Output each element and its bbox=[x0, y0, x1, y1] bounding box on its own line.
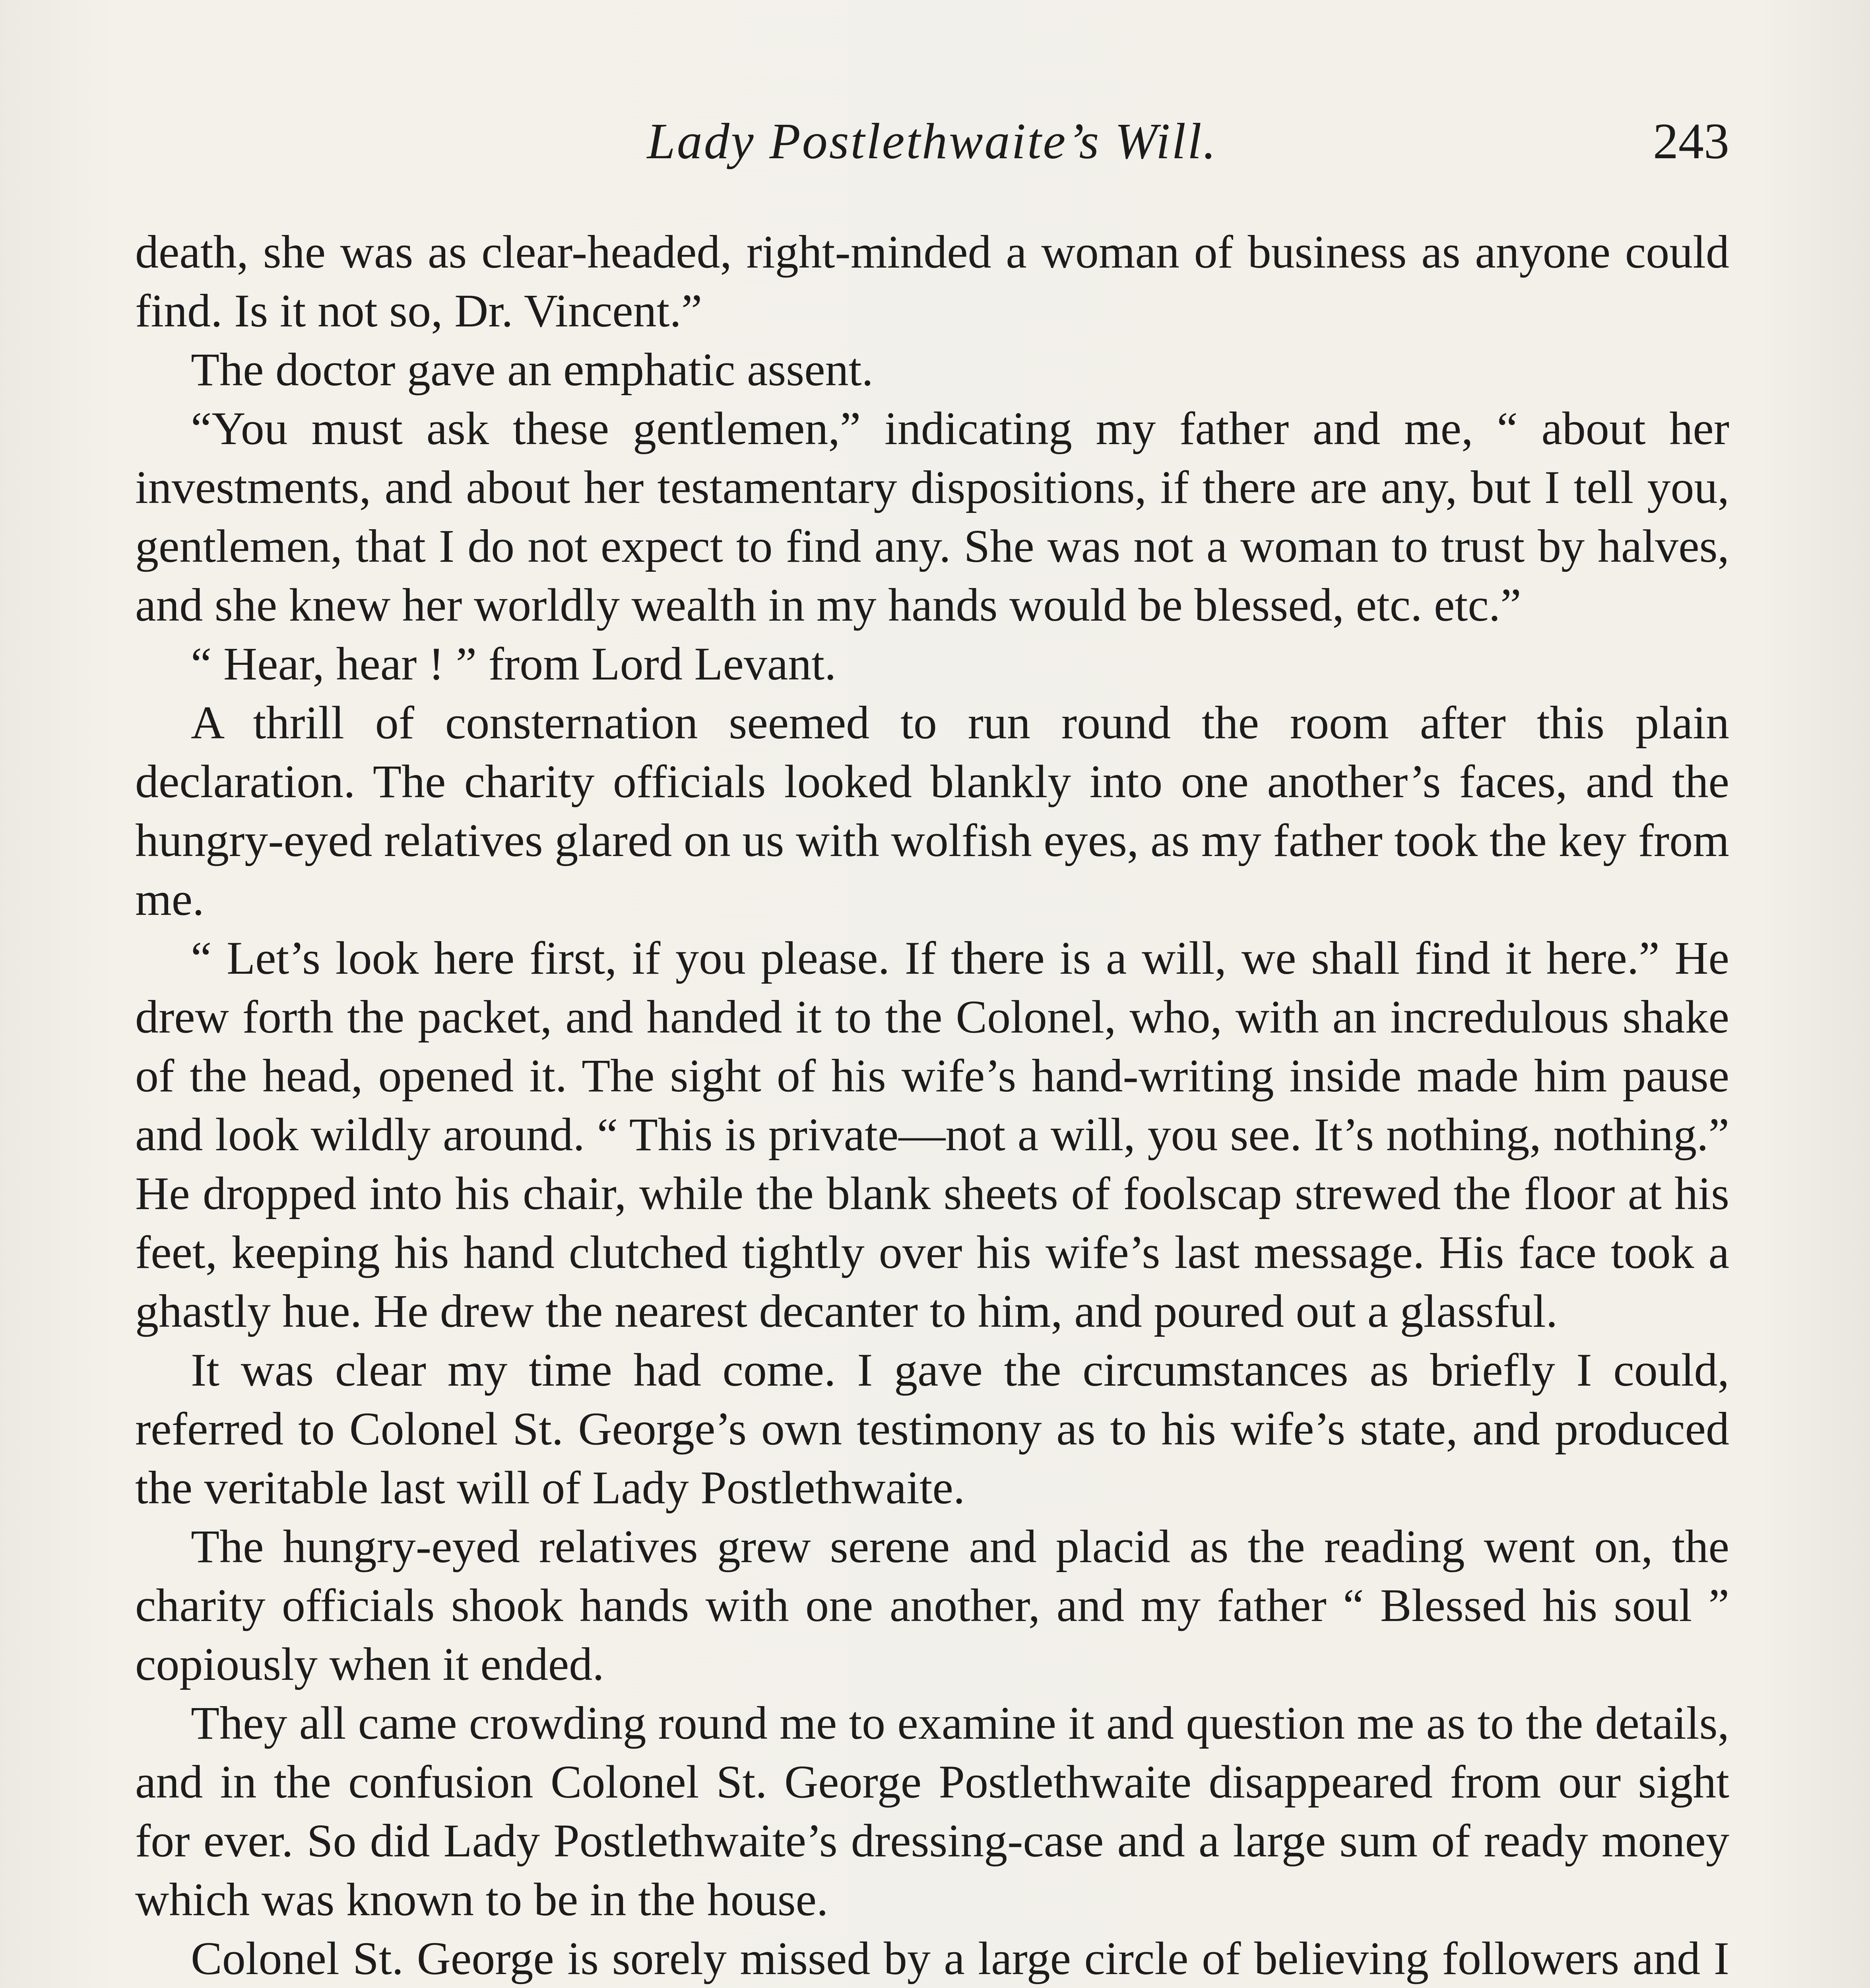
paragraph: It was clear my time had come. I gave the circumstances as briefly I could, referred to Colonel St. George’s own testimony as to his wife’s state, and produced the veritable last will of Lady Postlethwaite. bbox=[135, 1344, 1729, 1514]
page-header bbox=[135, 101, 1729, 181]
page-number: 243 bbox=[1653, 113, 1729, 169]
paragraph: The doctor gave an emphatic assent. bbox=[191, 344, 873, 396]
paragraph: “ Let’s look here first, if you please. If there is a will, we shall find it here.” He drew forth the packet, and handed it to the Colonel, who, with an incredulous shake of the head, opened it. The sight of his wife’s hand-writing inside made him pause and look wildly around. “ This is private—not a will, you see. It’s nothing, nothing.” He dropped into his chair, while the blank sheets of foolscap strewed the floor at his feet, keeping his hand clutched tightly over his wife’s last message. His face took a ghastly hue. He drew the nearest decanter to him, and poured out a glassful. bbox=[135, 932, 1729, 1337]
paragraph: “You must ask these gentlemen,” indicating my father and me, “ about her investments, and about her testamentary dispositions, if there are any, but I tell you, gentlemen, that I do not expect to find any. She was not a woman to trust by halves, and she knew her worldly wealth in my hands would be blessed, etc. etc.” bbox=[135, 402, 1729, 631]
running-title: Lady Postlethwaite’s Will. bbox=[647, 113, 1218, 169]
body-text bbox=[135, 223, 1729, 1988]
paragraph: death, she was as clear-headed, right-minded a woman of business as anyone could find. Is it not so, Dr. Vincent.” bbox=[135, 226, 1729, 337]
paragraph: Colonel St. George is sorely missed by a large circle of believing followers and I bbox=[191, 1932, 1729, 1984]
paragraph: A thrill of consternation seemed to run round the room after this plain declaration. The charity officials looked blankly into one another’s faces, and the hungry-eyed relatives glared on us with wolfish eyes, as my father took the key from me. bbox=[135, 697, 1729, 925]
paragraph: The hungry-eyed relatives grew serene and placid as the reading went on, the charity officials shook hands with one another, and my father “ Blessed his soul ” copiously when it ended. bbox=[135, 1520, 1729, 1690]
paragraph: “ Hear, hear ! ” from Lord Levant. bbox=[191, 638, 836, 690]
paragraph: They all came crowding round me to examine it and question me as to the details, and in the confusion Colonel St. George Postlethwaite disappeared from our sight for ever. So did Lady Postlethwaite’s dressing-case and a large sum of ready money which was known to be in the house. bbox=[135, 1697, 1729, 1926]
